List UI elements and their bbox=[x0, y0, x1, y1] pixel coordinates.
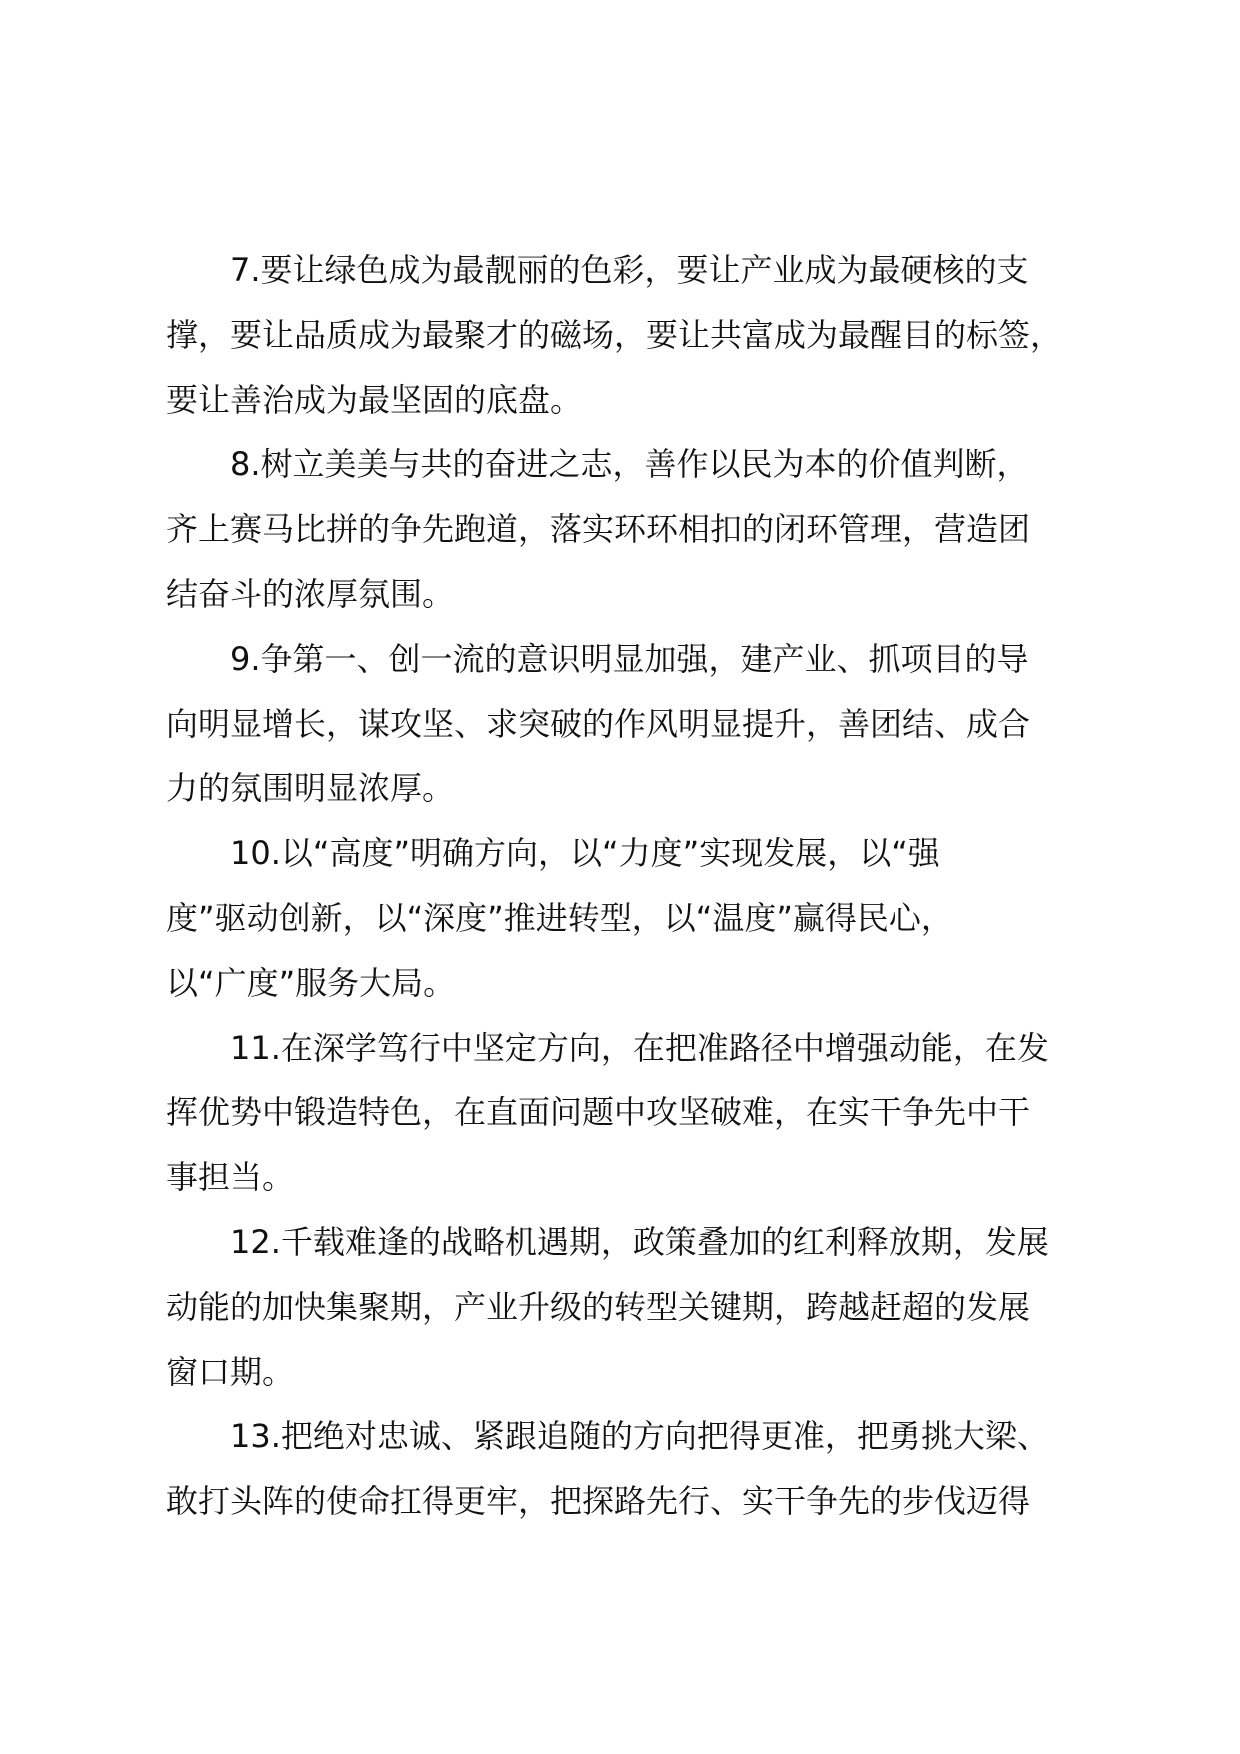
document-body bbox=[166, 238, 1086, 1534]
paragraph-line: 11.在深学笃行中坚定方向，在把准路径中增强动能，在发 bbox=[230, 1028, 1049, 1067]
paragraph-line: 力的氛围明显浓厚。 bbox=[166, 769, 455, 808]
paragraph-line: 向明显增长，谋攻坚、求突破的作风明显提升，善团结、成合 bbox=[166, 704, 1031, 743]
paragraph-13 bbox=[166, 1404, 1086, 1534]
paragraph-line: 9.争第一、创一流的意识明显加强，建产业、抓项目的导 bbox=[230, 639, 1029, 678]
paragraph-line: 撑，要让品质成为最聚才的磁场，要让共富成为最醒目的标签， bbox=[166, 315, 1063, 354]
paragraph-line: 动能的加快集聚期，产业升级的转型关键期，跨越赶超的发展 bbox=[166, 1287, 1031, 1326]
paragraph-line: 要让善治成为最坚固的底盘。 bbox=[166, 380, 583, 419]
paragraph-line: 13.把绝对忠诚、紧跟追随的方向把得更准，把勇挑大梁、 bbox=[230, 1417, 1049, 1456]
paragraph-line: 结奋斗的浓厚氛围。 bbox=[166, 574, 455, 613]
paragraph-11 bbox=[166, 1016, 1086, 1210]
paragraph-line: 窗口期。 bbox=[166, 1352, 295, 1391]
paragraph-line: 12.千载难逢的战略机遇期，政策叠加的红利释放期，发展 bbox=[230, 1222, 1049, 1261]
paragraph-line: 敢打头阵的使命扛得更牢，把探路先行、实干争先的步伐迈得 bbox=[166, 1482, 1031, 1521]
paragraph-9 bbox=[166, 627, 1086, 821]
paragraph-8 bbox=[166, 432, 1086, 626]
paragraph-line: 7.要让绿色成为最靓丽的色彩，要让产业成为最硬核的支 bbox=[230, 251, 1029, 289]
paragraph-line: 10.以“高度”明确方向，以“力度”实现发展，以“强 bbox=[230, 834, 940, 873]
paragraph-7 bbox=[166, 238, 1086, 432]
paragraph-12 bbox=[166, 1210, 1086, 1404]
paragraph-line: 挥优势中锻造特色，在直面问题中攻坚破难，在实干争先中干 bbox=[166, 1093, 1031, 1132]
paragraph-line: 事担当。 bbox=[166, 1158, 295, 1197]
paragraph-line: 8.树立美美与共的奋进之志，善作以民为本的价值判断， bbox=[230, 445, 1029, 484]
paragraph-line: 以“广度”服务大局。 bbox=[166, 963, 456, 1002]
paragraph-line: 度”驱动创新，以“深度”推进转型，以“温度”赢得民心， bbox=[166, 898, 953, 937]
paragraph-line: 齐上赛马比拼的争先跑道，落实环环相扣的闭环管理，营造团 bbox=[166, 510, 1031, 549]
paragraph-10 bbox=[166, 821, 1086, 1015]
